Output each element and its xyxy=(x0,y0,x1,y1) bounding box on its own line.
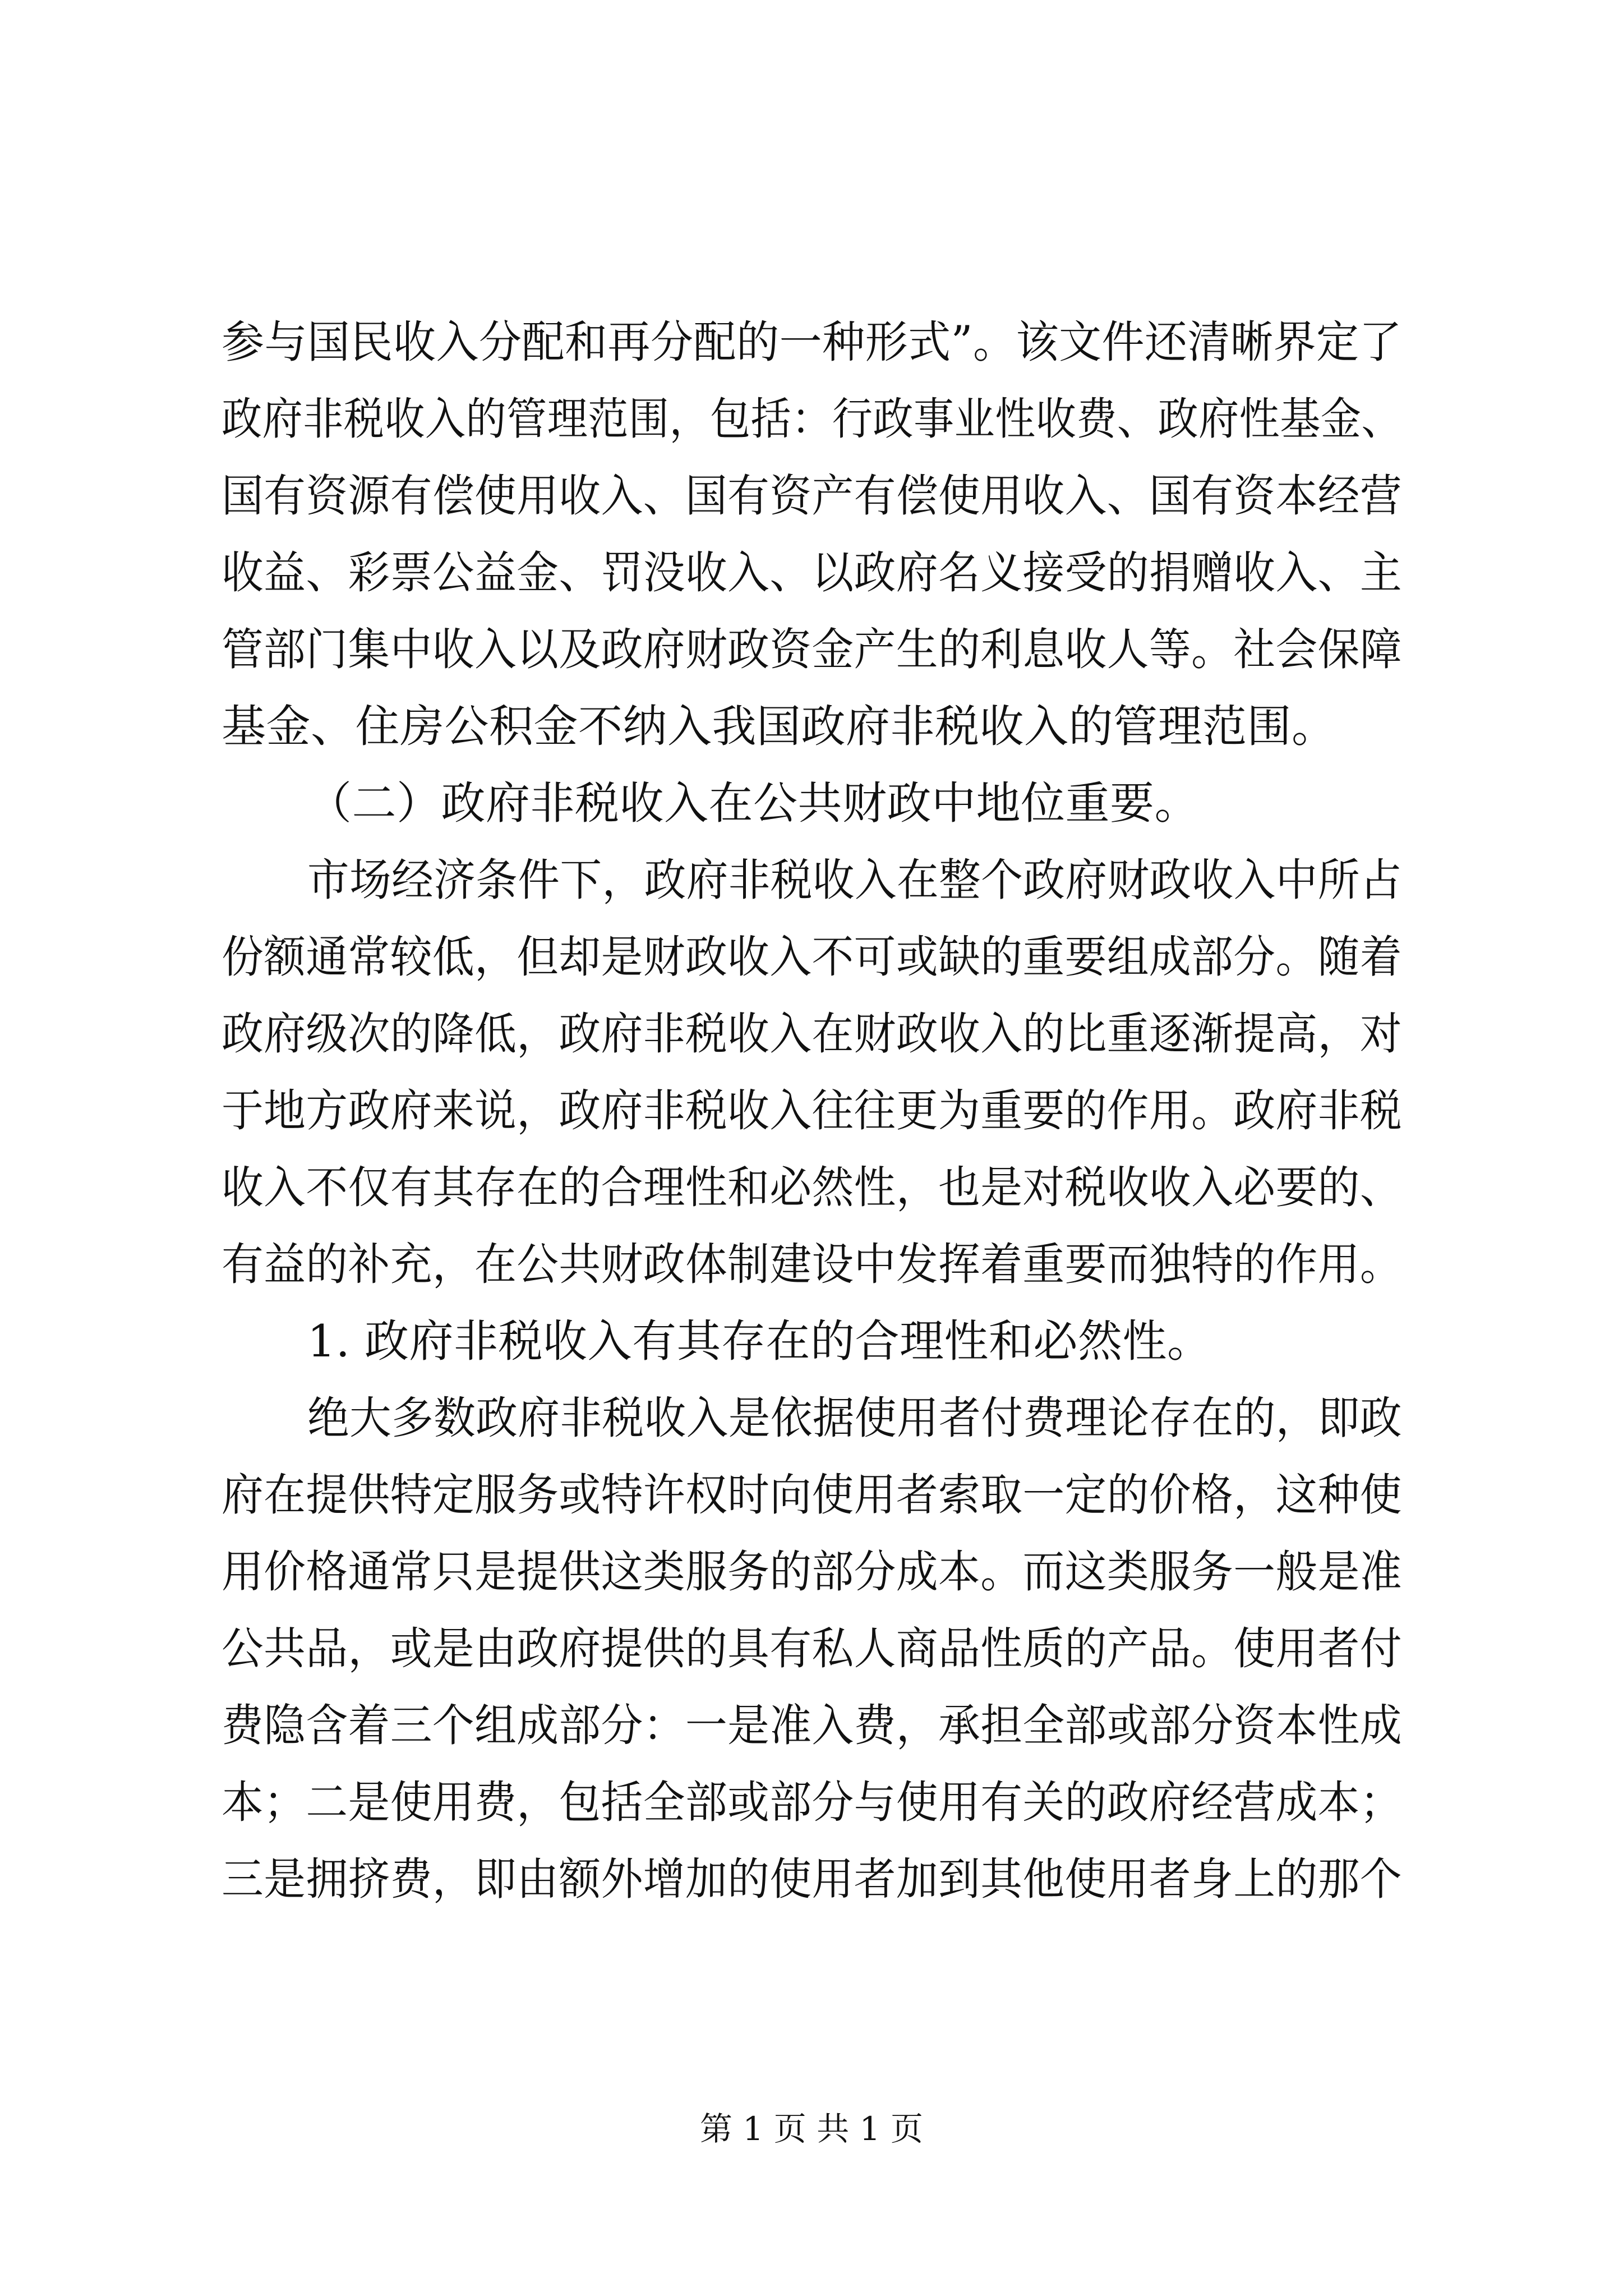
subsection-heading: 1. 政府非税收入有其存在的合理性和必然性。 xyxy=(307,1315,1212,1367)
text-line: 份额通常较低，但却是财政收入不可或缺的重要组成部分。随着 xyxy=(222,931,1402,983)
text-line: 基金、住房公积金不纳入我国政府非税收入的管理范围。 xyxy=(222,701,1336,752)
text-line: 绝大多数政府非税收入是依据使用者付费理论存在的，即政 xyxy=(307,1392,1402,1444)
text-line: 参与国民收入分配和再分配的一种形式”。该文件还清晰界定了 xyxy=(222,316,1402,368)
text-line: 本；二是使用费，包括全部或部分与使用有关的政府经营成本； xyxy=(222,1777,1402,1828)
text-line: 于地方政府来说，政府非税收入往往更为重要的作用。政府非税 xyxy=(222,1085,1402,1137)
text-line: 公共品，或是由政府提供的具有私人商品性质的产品。使用者付 xyxy=(222,1623,1402,1674)
text-line: 政府级次的降低，政府非税收入在财政收入的比重逐渐提高，对 xyxy=(222,1008,1402,1060)
section-heading: （二）政府非税收入在公共财政中地位重要。 xyxy=(307,777,1199,829)
text-line: 管部门集中收入以及政府财政资金产生的利息收人等。社会保障 xyxy=(222,624,1402,675)
text-line: 费隐含着三个组成部分：一是准入费，承担全部或部分资本性成 xyxy=(222,1700,1402,1751)
text-line: 有益的补充，在公共财政体制建设中发挥着重要而独特的作用。 xyxy=(222,1239,1402,1290)
text-line: 府在提供特定服务或特许权时向使用者索取一定的价格，这种使 xyxy=(222,1469,1402,1521)
text-line: 三是拥挤费，即由额外增加的使用者加到其他使用者身上的那个 xyxy=(222,1853,1402,1905)
text-line: 收益、彩票公益金、罚没收入、以政府名义接受的捐赠收入、主 xyxy=(222,547,1402,599)
text-line: 用价格通常只是提供这类服务的部分成本。而这类服务一般是准 xyxy=(222,1546,1402,1598)
text-line: 政府非税收入的管理范围，包括：行政事业性收费、政府性基金、 xyxy=(222,393,1402,445)
text-line: 市场经济条件下，政府非税收入在整个政府财政收入中所占 xyxy=(307,854,1402,906)
text-line: 国有资源有偿使用收入、国有资产有偿使用收入、国有资本经营 xyxy=(222,470,1402,522)
page-footer: 第 1 页 共 1 页 xyxy=(700,2110,923,2148)
text-line: 收入不仅有其存在的合理性和必然性，也是对税收收入必要的、 xyxy=(222,1162,1402,1213)
